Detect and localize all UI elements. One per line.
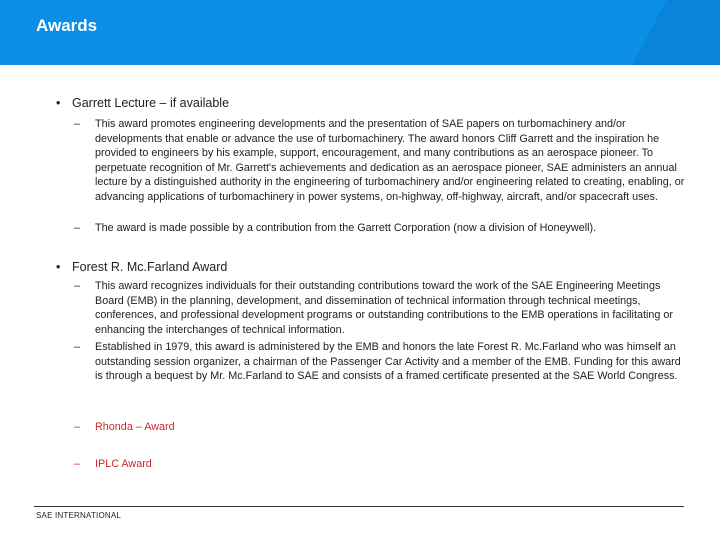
dash-icon: – [74,280,81,292]
bullet-icon: • [56,96,61,110]
item-text: Rhonda – Award [95,421,175,433]
item-text: This award promotes engineering developments and the presentation of SAE papers on turbomachinery and/or developments that enable or advance the use of turbomachinery. The award honors Cliff Garrett and the inspiration he provided to engineers by his example, support, encouragement, and many contributions as an aerospace pioneer. To perpetuate recognition of Mr. Garrett's achievements and dedication as an aerospace pioneer, SAE administers an annual lecture by a distinguished authority in the engineering of turbomachinery and/or engineering related to creating, enabling, or advancing applications of turbomachinery in power systems, on-highway, off-highway, aircraft, and/or spacecraft uses. [95,118,685,203]
item-text: This award recognizes individuals for their outstanding contributions toward the work of the SAE Engineering Meetings Board (EMB) in the planning, development, and dissemination of technical information through technical meetings, conferences, and professional development programs or outstanding contributions to the EMB operations in facilitating or enhancing the interchanges of technical information. [95,280,673,336]
list-item-rhonda [74,420,686,435]
header-bar [0,0,720,65]
list-item [74,117,686,219]
section-title: Garrett Lecture – if available [72,96,230,110]
dash-icon: – [74,118,81,130]
dash-icon: – [74,421,81,433]
section-title: Forest R. Mc.Farland Award [72,260,228,274]
footer-label: SAE INTERNATIONAL [36,511,122,520]
item-text: The award is made possible by a contribution from the Garrett Corporation (now a division of Honeywell). [95,222,597,234]
item-text: IPLC Award [95,458,152,470]
dash-icon: – [74,222,81,234]
dash-icon: – [74,341,81,353]
page-title: Awards [36,16,98,35]
dash-icon: – [74,458,81,470]
footer-divider [34,506,684,507]
list-item [74,221,686,236]
list-item-iplc [74,457,686,472]
bullet-icon: • [56,260,61,274]
header-decoration [603,0,720,65]
list-item [74,279,686,337]
item-text: Established in 1979, this award is administered by the EMB and honors the late Forest R. Mc.Farland who was himself an outstanding session organizer, a chairman of the Passenger Car Activity and a member of the EMB. Funding for this award is through a bequest by Mr. Mc.Farland to SAE and consists of a framed certificate presented at the SAE World Congress. [95,341,681,383]
list-item [74,340,686,398]
